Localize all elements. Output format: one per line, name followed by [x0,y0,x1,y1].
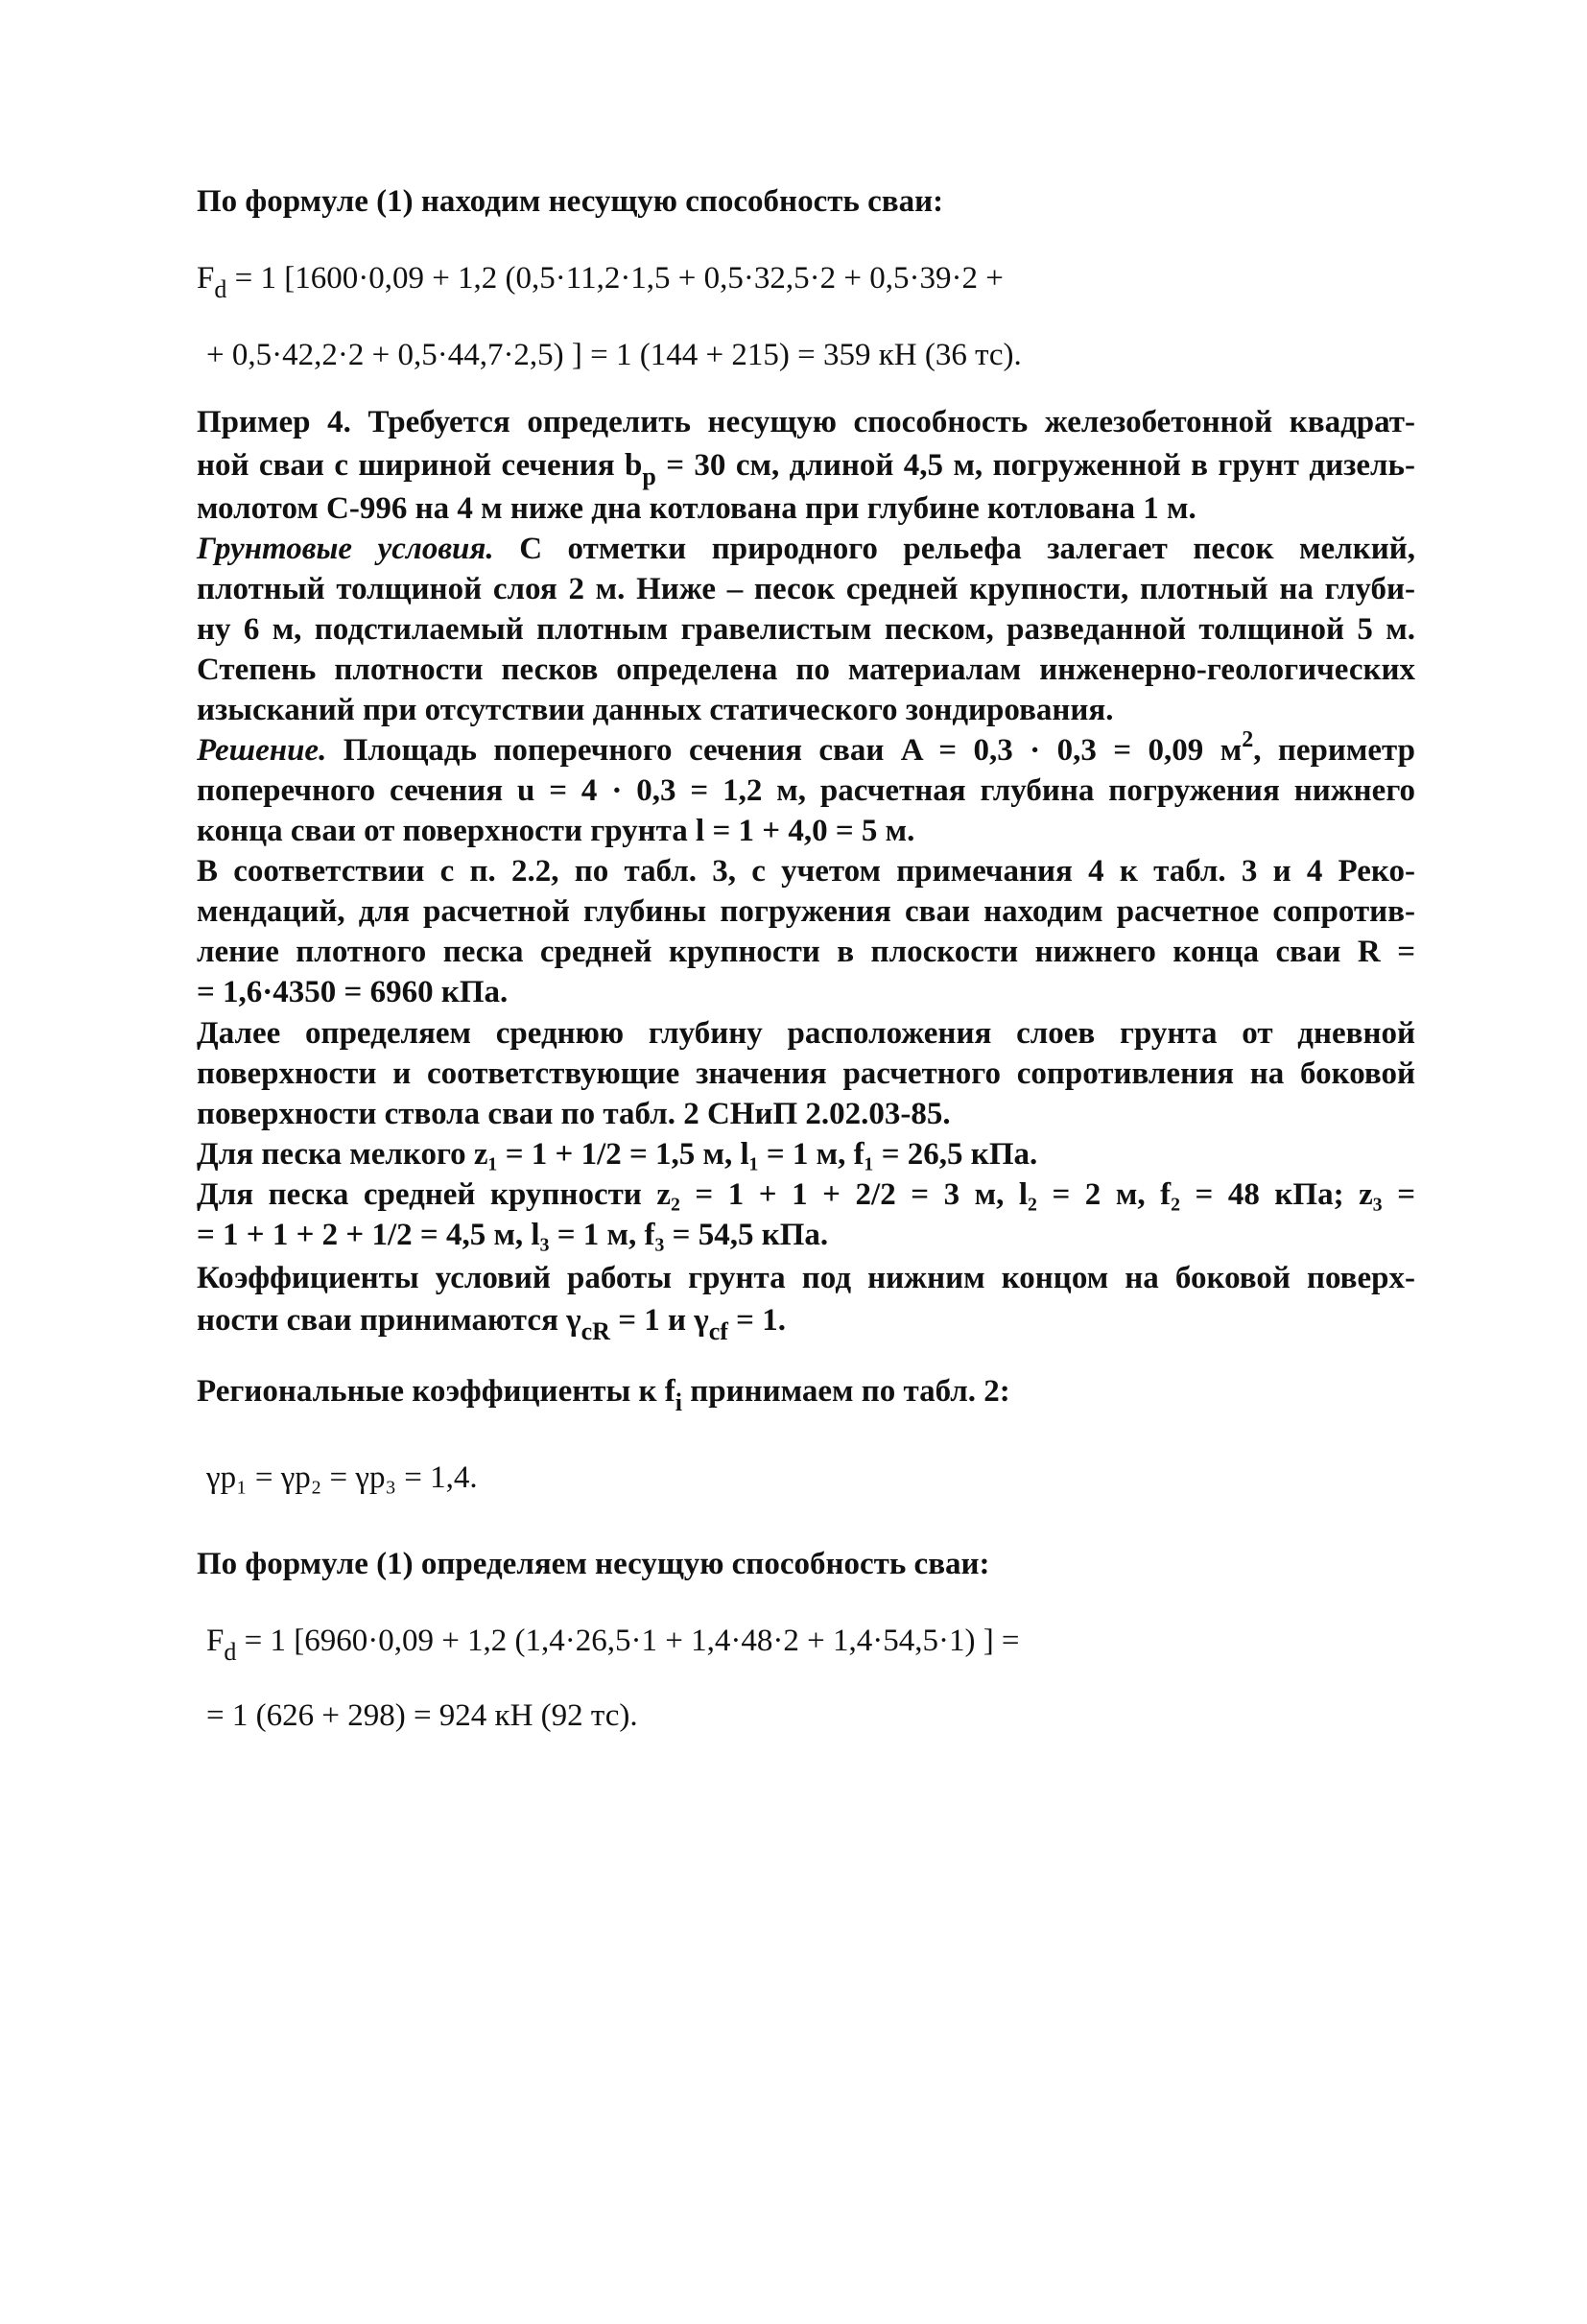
text-span: ной сваи с шириной сечения b [197,448,643,483]
text-line [197,1372,1415,1416]
text-span: Требуется определить несущую способность железобетонной квадрат- [350,405,1415,439]
text-line [197,530,1415,568]
formula-subscript: d [224,1638,237,1666]
formula-subscript: d [214,275,227,303]
text-line: Для песка мелкого z₁ = 1 + 1/2 = 1,5 м, l₁ = 1 м, f₁ = 26,5 кПа. [197,1137,1038,1172]
text-span: ности сваи принимаются γ [197,1303,581,1338]
text-line [197,446,1415,490]
text-line: поперечного сечения u = 4 · 0,3 = 1,2 м, расчетная глубина погружения нижнего [197,773,1415,808]
text-span: Региональные коэффициенты к f [197,1374,675,1409]
text-line: = 1 + 1 + 2 + 1/2 = 4,5 м, l₃ = 1 м, f₃ = 54,5 кПа. [197,1218,829,1252]
text-line: По формуле (1) определяем несущую способность сваи: [197,1547,990,1581]
italic-heading: Грунтовые условия. [197,532,494,566]
text-span: , периметр [1253,733,1415,768]
italic-heading: Решение. [197,733,327,768]
text-span: = 1 и γ [609,1303,709,1338]
text-line: мендаций, для расчетной глубины погружения сваи находим расчетное сопротив- [197,894,1415,929]
text-span: = 1. [727,1303,786,1338]
formula-line: + 0,5·42,2·2 + 0,5·44,7·2,5) ] = 1 (144 + 215) = 359 кН (36 тс). [206,338,1022,372]
text-line [197,403,1415,441]
formula-line: γp₁ = γp₂ = γp₃ = 1,4. [206,1460,478,1495]
text-line [197,1301,1415,1345]
example-heading: Пример 4. [197,405,351,439]
text-line: = 1,6·4350 = 6960 кПа. [197,975,509,1009]
formula-text: = 1 [1600·0,09 + 1,2 (0,5·11,2·1,5 + 0,5·32,5·2 + 0,5·39·2 + [226,261,1004,296]
text-line: плотный толщиной слоя 2 м. Ниже – песок средней крупности, плотный на глуби- [197,572,1415,606]
formula-symbol: F [206,1624,225,1658]
subscript: cf [708,1317,728,1345]
text-line [197,727,1415,770]
subscript: p [642,462,656,490]
formula-text: = 1 [6960·0,09 + 1,2 (1,4·26,5·1 + 1,4·48·2 + 1,4·54,5·1) ] = [236,1624,1020,1658]
text-span: принимаем по табл. 2: [681,1374,1010,1409]
text-line: поверхности и соответствующие значения расчетного сопротивления на боковой [197,1056,1415,1091]
formula-line [206,1622,1425,1666]
formula-line: = 1 (626 + 298) = 924 кН (92 тс). [206,1698,638,1733]
subscript: i [675,1388,682,1416]
superscript: 2 [1242,727,1254,752]
formula-line [197,259,1415,303]
text-line: ление плотного песка средней крупности в плоскости нижнего конца сваи R = [197,935,1415,969]
text-line: изысканий при отсутствии данных статического зондирования. [197,693,1114,727]
subscript: cR [580,1317,610,1345]
text-line: В соответствии с п. 2.2, по табл. 3, с учетом примечания 4 к табл. 3 и 4 Реко- [197,854,1415,889]
text-line: Далее определяем среднюю глубину расположения слоев грунта от дневной [197,1016,1415,1051]
text-span: С отметки природного рельефа залегает песок мелкий, [493,532,1415,566]
text-line: поверхности ствола сваи по табл. 2 СНиП 2.02.03-85. [197,1097,951,1131]
text-span: Площадь поперечного сечения сваи A = 0,3 · 0,3 = 0,09 м [326,733,1243,768]
formula-symbol: F [197,261,215,296]
text-line: Для песка средней крупности z₂ = 1 + 1 + 2/2 = 3 м, l₂ = 2 м, f₂ = 48 кПа; z₃ = [197,1177,1415,1212]
text-span: = 30 см, длиной 4,5 м, погруженной в грунт дизель- [655,448,1415,483]
text-line: По формуле (1) находим несущую способность сваи: [197,184,944,219]
text-line: конца сваи от поверхности грунта l = 1 + 4,0 = 5 м. [197,814,915,848]
text-line: Степень плотности песков определена по материалам инженерно-геологических [197,652,1415,687]
text-line: ну 6 м, подстилаемый плотным гравелистым песком, разведанной толщиной 5 м. [197,612,1415,647]
text-line: Коэффициенты условий работы грунта под нижним концом на боковой поверх- [197,1261,1415,1295]
text-line: молотом С-996 на 4 м ниже дна котлована при глубине котлована 1 м. [197,491,1196,526]
